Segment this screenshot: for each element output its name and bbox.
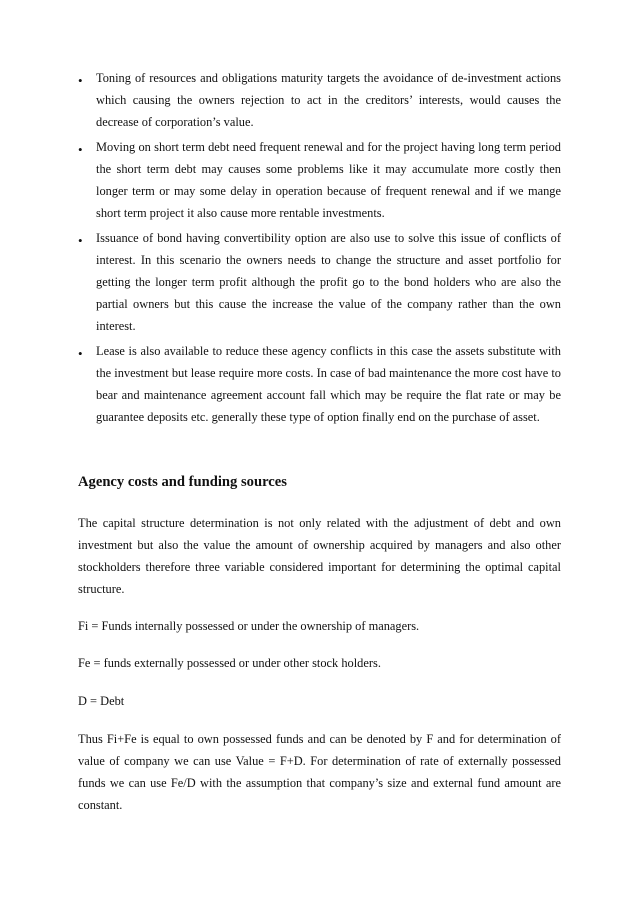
paragraph-conclusion: Thus Fi+Fe is equal to own possessed funds and can be denoted by F and for determination of value of company we can use Value = F+D. For determination of rate of externally possessed funds we can use Fe/D with the assumption that company’s size and external fund amount are constant. <box>78 732 561 812</box>
bullet-text-1: Toning of resources and obligations maturity targets the avoidance of de-investment actions which causing the owners rejection to act in the creditors’ interests, would causes the decrease of corporation’s value. <box>96 71 561 129</box>
bullet-text-4: Lease is also available to reduce these agency conflicts in this case the assets substitute with the investment but lease require more costs. In case of bad maintenance the more cost have to bear and maintenance agreement account fall which may be require the flat rate or may be guarantee deposits etc. generally these type of option finally end on the purchase of asset. <box>96 344 561 424</box>
bullet-item-1 <box>0 67 561 133</box>
paragraph-capital-structure: The capital structure determination is not only related with the adjustment of debt and own investment but also the value the amount of ownership acquired by managers and also other stockholders therefore three variable considered important for determining the optimal capital structure. <box>78 516 561 596</box>
bullet-item-4 <box>0 340 561 428</box>
bullet-marker-icon: • <box>78 73 83 88</box>
bullet-text-2: Moving on short term debt need frequent renewal and for the project having long term period the short term debt may causes some problems like it may accumulate more costly then longer term or may some delay in operation because of frequent renewal and if we mange short term project it also cause more rentable investments. <box>96 140 561 220</box>
bullet-marker-icon: • <box>78 142 83 157</box>
bullet-list <box>0 67 638 431</box>
bullet-marker-icon: • <box>78 233 83 248</box>
bullet-item-2 <box>0 136 561 224</box>
bullet-text-3: Issuance of bond having convertibility option are also use to solve this issue of conflicts of interest. In this scenario the owners needs to change the structure and asset portfolio for getting the longer term profit although the profit go to the bond holders who are also the partial owners but this cause the increase the value of the company rather than the own interest. <box>96 231 561 333</box>
paragraph-fe-definition: Fe = funds externally possessed or under other stock holders. <box>78 656 381 670</box>
paragraph-d-definition: D = Debt <box>78 694 125 708</box>
section-heading: Agency costs and funding sources <box>78 474 287 490</box>
bullet-item-3 <box>0 227 561 337</box>
bullet-marker-icon: • <box>78 346 83 361</box>
paragraph-fi-definition: Fi = Funds internally possessed or under the ownership of managers. <box>78 619 420 633</box>
